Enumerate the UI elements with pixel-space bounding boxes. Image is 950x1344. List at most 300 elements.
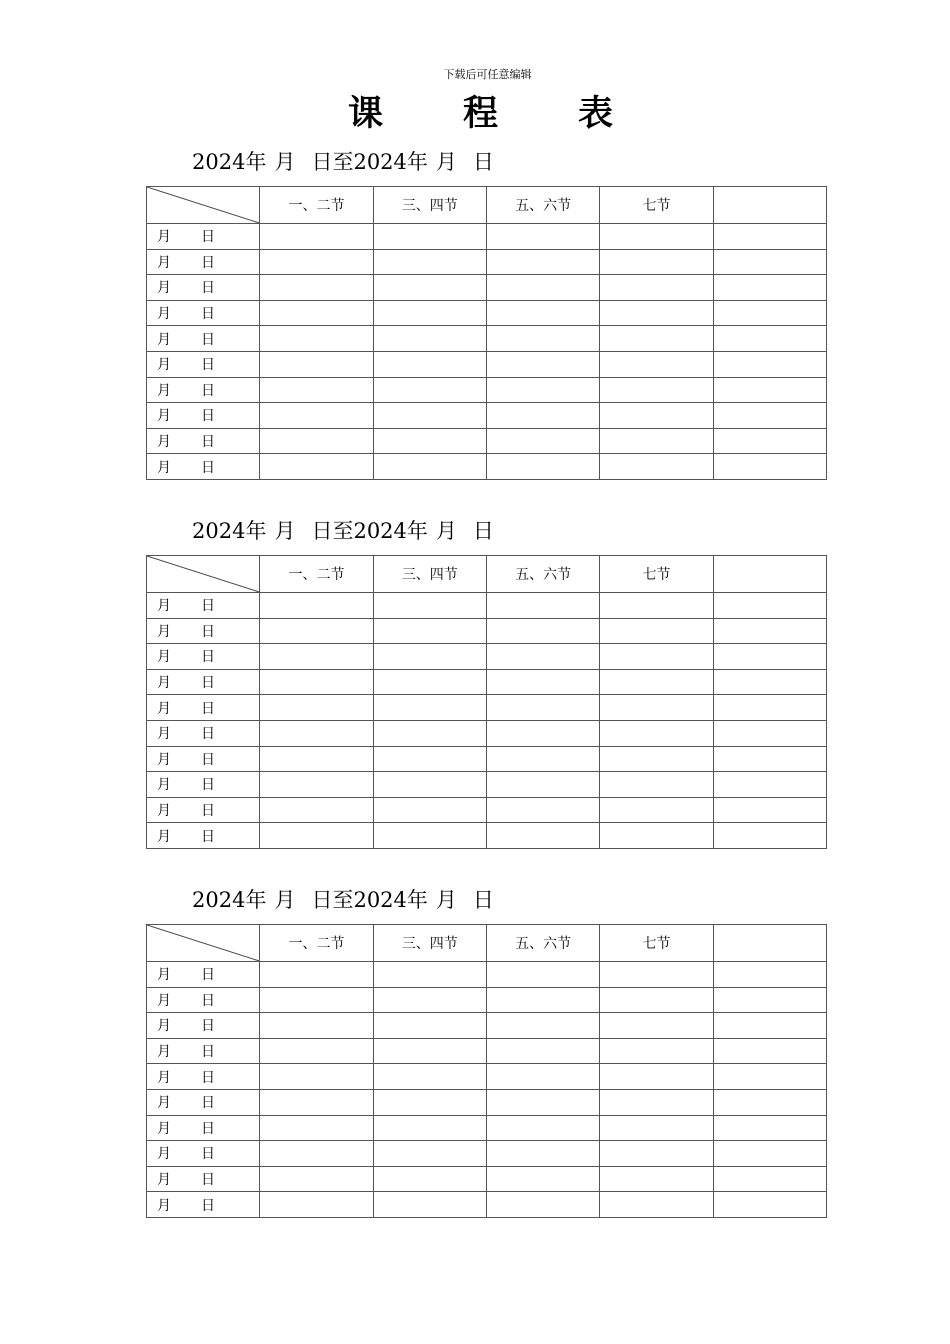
schedule-cell[interactable]	[486, 403, 599, 429]
schedule-cell[interactable]	[373, 797, 486, 823]
table-row	[147, 772, 827, 798]
date-cell	[147, 326, 260, 352]
schedule-cell[interactable]	[713, 1013, 826, 1039]
date-cell	[147, 249, 260, 275]
diagonal-line	[147, 187, 259, 223]
date-cell	[147, 377, 260, 403]
day-label: 日	[201, 1095, 215, 1112]
schedule-cell[interactable]	[600, 224, 713, 250]
schedule-cell[interactable]	[486, 326, 599, 352]
title-char-3: 表	[578, 93, 614, 134]
schedule-cell[interactable]	[713, 1192, 826, 1218]
month-label: 月	[157, 1018, 171, 1035]
month-label: 月	[157, 700, 171, 717]
period-header-1: 一、二节	[260, 187, 373, 224]
schedule-cell[interactable]	[600, 772, 713, 798]
schedule-cell[interactable]	[600, 797, 713, 823]
schedule-cell[interactable]	[600, 987, 713, 1013]
period-header-2: 三、四节	[373, 187, 486, 224]
schedule-cell[interactable]	[486, 618, 599, 644]
schedule-cell[interactable]	[713, 1038, 826, 1064]
date-cell	[147, 797, 260, 823]
day-label: 日	[201, 434, 215, 451]
table-row	[147, 454, 827, 480]
schedule-cell[interactable]	[260, 746, 373, 772]
date-cell	[147, 428, 260, 454]
month-label: 月	[157, 434, 171, 451]
schedule-cell[interactable]	[713, 669, 826, 695]
schedule-cell[interactable]	[486, 1038, 599, 1064]
schedule-cell[interactable]	[260, 669, 373, 695]
schedule-cell[interactable]	[260, 644, 373, 670]
schedule-cell[interactable]	[713, 720, 826, 746]
schedule-cell[interactable]	[486, 797, 599, 823]
schedule-cell[interactable]	[260, 987, 373, 1013]
table-row	[147, 351, 827, 377]
start-year: 2024	[192, 519, 246, 543]
schedule-cell[interactable]	[713, 326, 826, 352]
date-cell	[147, 1115, 260, 1141]
schedule-cell[interactable]	[260, 428, 373, 454]
month-label: 月	[157, 306, 171, 323]
month-label: 月	[157, 331, 171, 348]
table-row	[147, 1141, 827, 1167]
date-cell	[147, 224, 260, 250]
period-header-3: 五、六节	[486, 556, 599, 593]
diagonal-line	[147, 925, 259, 961]
schedule-cell[interactable]	[373, 1166, 486, 1192]
table-row	[147, 377, 827, 403]
schedule-cell[interactable]	[600, 300, 713, 326]
schedule-cell[interactable]	[486, 1141, 599, 1167]
schedule-cell[interactable]	[260, 454, 373, 480]
date-cell	[147, 746, 260, 772]
date-cell	[147, 593, 260, 619]
schedule-cell[interactable]	[600, 351, 713, 377]
schedule-cell[interactable]	[600, 1192, 713, 1218]
schedule-cell[interactable]	[600, 428, 713, 454]
title-char-1: 课	[348, 93, 384, 134]
period-header-5	[713, 556, 826, 593]
schedule-cell[interactable]	[373, 746, 486, 772]
day-label: 日	[201, 357, 215, 374]
date-cell	[147, 275, 260, 301]
month-label: 月	[157, 967, 171, 984]
schedule-cell[interactable]	[600, 1141, 713, 1167]
start-year: 2024	[192, 150, 246, 174]
start-day-to-label: 日至	[311, 888, 354, 912]
schedule-cell[interactable]	[373, 403, 486, 429]
diagonal-corner-cell	[147, 925, 260, 962]
schedule-cell[interactable]	[713, 300, 826, 326]
month-label: 月	[157, 1069, 171, 1086]
day-label: 日	[201, 828, 215, 845]
period-header-4: 七节	[600, 925, 713, 962]
month-label: 月	[157, 1172, 171, 1189]
schedule-cell[interactable]	[486, 823, 599, 849]
schedule-cell[interactable]	[373, 428, 486, 454]
start-year-label: 年	[245, 888, 267, 912]
month-label: 月	[157, 1146, 171, 1163]
month-label: 月	[157, 280, 171, 297]
schedule-cell[interactable]	[373, 1013, 486, 1039]
schedule-cell[interactable]	[260, 351, 373, 377]
schedule-cell[interactable]	[713, 593, 826, 619]
table-row	[147, 618, 827, 644]
table-row	[147, 1115, 827, 1141]
schedule-cell[interactable]	[260, 1141, 373, 1167]
period-header-4: 七节	[600, 556, 713, 593]
table-row	[147, 987, 827, 1013]
schedule-cell[interactable]	[600, 720, 713, 746]
schedule-cell[interactable]	[260, 1064, 373, 1090]
schedule-cell[interactable]	[713, 428, 826, 454]
schedule-cell[interactable]	[713, 987, 826, 1013]
schedule-cell[interactable]	[260, 695, 373, 721]
schedule-cell[interactable]	[260, 326, 373, 352]
schedule-cell[interactable]	[373, 1038, 486, 1064]
schedule-cell[interactable]	[600, 403, 713, 429]
period-header-1: 一、二节	[260, 925, 373, 962]
schedule-cell[interactable]	[486, 1013, 599, 1039]
schedule-cell[interactable]	[373, 720, 486, 746]
start-year-label: 年	[245, 150, 267, 174]
schedule-cell[interactable]	[486, 1192, 599, 1218]
schedule-cell[interactable]	[600, 1115, 713, 1141]
schedule-cell[interactable]	[713, 746, 826, 772]
date-cell	[147, 300, 260, 326]
date-range-line	[192, 146, 494, 176]
schedule-cell[interactable]	[260, 962, 373, 988]
schedule-cell[interactable]	[600, 377, 713, 403]
period-header-5	[713, 925, 826, 962]
schedule-cell[interactable]	[486, 669, 599, 695]
day-label: 日	[201, 254, 215, 271]
end-year-label: 年	[406, 519, 428, 543]
month-label: 月	[157, 777, 171, 794]
date-cell	[147, 695, 260, 721]
end-year: 2024	[353, 888, 407, 912]
date-cell	[147, 1192, 260, 1218]
month-label: 月	[157, 1120, 171, 1137]
schedule-cell[interactable]	[260, 772, 373, 798]
end-day-label: 日	[472, 150, 494, 174]
schedule-cell[interactable]	[600, 454, 713, 480]
start-month-label: 月	[274, 150, 296, 174]
schedule-cell[interactable]	[486, 962, 599, 988]
day-label: 日	[201, 1044, 215, 1061]
day-label: 日	[201, 229, 215, 246]
schedule-cell[interactable]	[486, 454, 599, 480]
end-month-label: 月	[435, 150, 457, 174]
schedule-cell[interactable]	[373, 669, 486, 695]
schedule-cell[interactable]	[600, 962, 713, 988]
schedule-cell[interactable]	[260, 1166, 373, 1192]
schedule-cell[interactable]	[373, 1141, 486, 1167]
day-label: 日	[201, 700, 215, 717]
date-cell	[147, 1064, 260, 1090]
schedule-cell[interactable]	[713, 454, 826, 480]
month-label: 月	[157, 675, 171, 692]
schedule-cell[interactable]	[373, 1115, 486, 1141]
date-cell	[147, 772, 260, 798]
schedule-cell[interactable]	[600, 1166, 713, 1192]
schedule-cell[interactable]	[713, 1166, 826, 1192]
table-row	[147, 669, 827, 695]
end-year-label: 年	[406, 150, 428, 174]
schedule-cell[interactable]	[486, 428, 599, 454]
table-row	[147, 1166, 827, 1192]
schedule-cell[interactable]	[600, 669, 713, 695]
table-row	[147, 695, 827, 721]
month-label: 月	[157, 726, 171, 743]
schedule-cell[interactable]	[486, 249, 599, 275]
schedule-cell[interactable]	[260, 797, 373, 823]
schedule-cell[interactable]	[713, 1115, 826, 1141]
schedule-cell[interactable]	[260, 403, 373, 429]
date-cell	[147, 1141, 260, 1167]
table-row	[147, 644, 827, 670]
schedule-table	[146, 186, 827, 480]
day-label: 日	[201, 306, 215, 323]
date-cell	[147, 720, 260, 746]
schedule-cell[interactable]	[600, 249, 713, 275]
page-title	[348, 88, 613, 134]
schedule-cell[interactable]	[486, 224, 599, 250]
schedule-cell[interactable]	[260, 224, 373, 250]
end-year: 2024	[353, 150, 407, 174]
schedule-cell[interactable]	[260, 1038, 373, 1064]
day-label: 日	[201, 623, 215, 640]
schedule-cell[interactable]	[373, 275, 486, 301]
period-header-3: 五、六节	[486, 187, 599, 224]
schedule-cell[interactable]	[713, 797, 826, 823]
title-char-2: 程	[463, 93, 499, 134]
start-day-to-label: 日至	[311, 519, 354, 543]
schedule-cell[interactable]	[600, 326, 713, 352]
start-day-to-label: 日至	[311, 150, 354, 174]
date-cell	[147, 1038, 260, 1064]
schedule-cell[interactable]	[600, 1038, 713, 1064]
day-label: 日	[201, 331, 215, 348]
schedule-cell[interactable]	[373, 249, 486, 275]
schedule-cell[interactable]	[373, 962, 486, 988]
day-label: 日	[201, 1069, 215, 1086]
schedule-table	[146, 555, 827, 849]
table-row	[147, 428, 827, 454]
schedule-cell[interactable]	[373, 1192, 486, 1218]
date-cell	[147, 618, 260, 644]
schedule-cell[interactable]	[486, 275, 599, 301]
schedule-cell[interactable]	[713, 377, 826, 403]
table-row	[147, 1013, 827, 1039]
schedule-cell[interactable]	[486, 377, 599, 403]
end-month-label: 月	[435, 888, 457, 912]
schedule-cell[interactable]	[600, 275, 713, 301]
schedule-cell[interactable]	[486, 695, 599, 721]
table-row	[147, 720, 827, 746]
schedule-cell[interactable]	[373, 593, 486, 619]
end-day-label: 日	[472, 888, 494, 912]
diagonal-line	[147, 556, 259, 592]
schedule-cell[interactable]	[713, 823, 826, 849]
schedule-cell[interactable]	[373, 987, 486, 1013]
table-row	[147, 326, 827, 352]
table-row	[147, 962, 827, 988]
schedule-cell[interactable]	[600, 618, 713, 644]
schedule-cell[interactable]	[600, 593, 713, 619]
schedule-cell[interactable]	[373, 644, 486, 670]
schedule-cell[interactable]	[600, 644, 713, 670]
schedule-cell[interactable]	[373, 454, 486, 480]
day-label: 日	[201, 459, 215, 476]
table-row	[147, 746, 827, 772]
start-month-label: 月	[274, 888, 296, 912]
schedule-cell[interactable]	[260, 720, 373, 746]
table-row	[147, 593, 827, 619]
table-row	[147, 1192, 827, 1218]
schedule-cell[interactable]	[260, 300, 373, 326]
schedule-cell[interactable]	[373, 224, 486, 250]
schedule-cell[interactable]	[713, 403, 826, 429]
schedule-cell[interactable]	[486, 720, 599, 746]
start-year: 2024	[192, 888, 246, 912]
table-row	[147, 1064, 827, 1090]
day-label: 日	[201, 992, 215, 1009]
schedule-cell[interactable]	[600, 1013, 713, 1039]
period-header-4: 七节	[600, 187, 713, 224]
schedule-cell[interactable]	[260, 249, 373, 275]
day-label: 日	[201, 1018, 215, 1035]
start-month-label: 月	[274, 519, 296, 543]
day-label: 日	[201, 777, 215, 794]
edit-notice: 下载后可任意编辑	[443, 68, 532, 81]
schedule-cell[interactable]	[713, 249, 826, 275]
date-cell	[147, 823, 260, 849]
schedule-cell[interactable]	[373, 618, 486, 644]
month-label: 月	[157, 1095, 171, 1112]
table-row	[147, 275, 827, 301]
schedule-cell[interactable]	[486, 593, 599, 619]
schedule-cell[interactable]	[486, 300, 599, 326]
schedule-cell[interactable]	[260, 377, 373, 403]
schedule-cell[interactable]	[713, 351, 826, 377]
schedule-cell[interactable]	[713, 1064, 826, 1090]
schedule-cell[interactable]	[713, 644, 826, 670]
schedule-cell[interactable]	[486, 987, 599, 1013]
table-row	[147, 1038, 827, 1064]
diagonal-corner-cell	[147, 187, 260, 224]
schedule-cell[interactable]	[600, 695, 713, 721]
day-label: 日	[201, 382, 215, 399]
table-header-row	[147, 925, 827, 962]
schedule-cell[interactable]	[373, 695, 486, 721]
date-cell	[147, 403, 260, 429]
date-cell	[147, 962, 260, 988]
day-label: 日	[201, 1146, 215, 1163]
month-label: 月	[157, 229, 171, 246]
period-header-2: 三、四节	[373, 925, 486, 962]
table-row	[147, 1089, 827, 1115]
schedule-cell[interactable]	[486, 772, 599, 798]
day-label: 日	[201, 726, 215, 743]
day-label: 日	[201, 598, 215, 615]
date-cell	[147, 351, 260, 377]
schedule-cell[interactable]	[486, 746, 599, 772]
schedule-cell[interactable]	[260, 1089, 373, 1115]
schedule-cell[interactable]	[713, 772, 826, 798]
schedule-cell[interactable]	[260, 593, 373, 619]
schedule-cell[interactable]	[373, 1064, 486, 1090]
schedule-cell[interactable]	[373, 326, 486, 352]
end-month-label: 月	[435, 519, 457, 543]
schedule-cell[interactable]	[373, 1089, 486, 1115]
schedule-cell[interactable]	[600, 823, 713, 849]
day-label: 日	[201, 1172, 215, 1189]
schedule-cell[interactable]	[713, 695, 826, 721]
schedule-cell[interactable]	[600, 746, 713, 772]
schedule-cell[interactable]	[486, 351, 599, 377]
day-label: 日	[201, 803, 215, 820]
end-year: 2024	[353, 519, 407, 543]
schedule-cell[interactable]	[260, 275, 373, 301]
schedule-cell[interactable]	[373, 300, 486, 326]
month-label: 月	[157, 1044, 171, 1061]
schedule-cell[interactable]	[373, 377, 486, 403]
date-range-line	[192, 884, 494, 914]
schedule-cell[interactable]	[713, 1089, 826, 1115]
month-label: 月	[157, 828, 171, 845]
schedule-cell[interactable]	[373, 772, 486, 798]
schedule-cell[interactable]	[600, 1064, 713, 1090]
schedule-cell[interactable]	[600, 1089, 713, 1115]
day-label: 日	[201, 649, 215, 666]
schedule-cell[interactable]	[713, 1141, 826, 1167]
schedule-cell[interactable]	[373, 823, 486, 849]
day-label: 日	[201, 675, 215, 692]
day-label: 日	[201, 967, 215, 984]
schedule-cell[interactable]	[486, 1089, 599, 1115]
schedule-cell[interactable]	[713, 224, 826, 250]
table-row	[147, 224, 827, 250]
start-year-label: 年	[245, 519, 267, 543]
table-row	[147, 249, 827, 275]
schedule-cell[interactable]	[713, 618, 826, 644]
month-label: 月	[157, 649, 171, 666]
date-cell	[147, 669, 260, 695]
day-label: 日	[201, 1120, 215, 1137]
schedule-cell[interactable]	[486, 644, 599, 670]
schedule-table	[146, 924, 827, 1218]
end-year-label: 年	[406, 888, 428, 912]
month-label: 月	[157, 803, 171, 820]
schedule-cell[interactable]	[260, 1115, 373, 1141]
table-row	[147, 403, 827, 429]
schedule-cell[interactable]	[486, 1115, 599, 1141]
schedule-cell[interactable]	[260, 823, 373, 849]
schedule-cell[interactable]	[486, 1064, 599, 1090]
month-label: 月	[157, 598, 171, 615]
day-label: 日	[201, 751, 215, 768]
schedule-cell[interactable]	[486, 1166, 599, 1192]
period-header-3: 五、六节	[486, 925, 599, 962]
schedule-cell[interactable]	[260, 1013, 373, 1039]
schedule-cell[interactable]	[260, 1192, 373, 1218]
schedule-cell[interactable]	[713, 962, 826, 988]
schedule-cell[interactable]	[373, 351, 486, 377]
schedule-cell[interactable]	[713, 275, 826, 301]
schedule-cell[interactable]	[260, 618, 373, 644]
